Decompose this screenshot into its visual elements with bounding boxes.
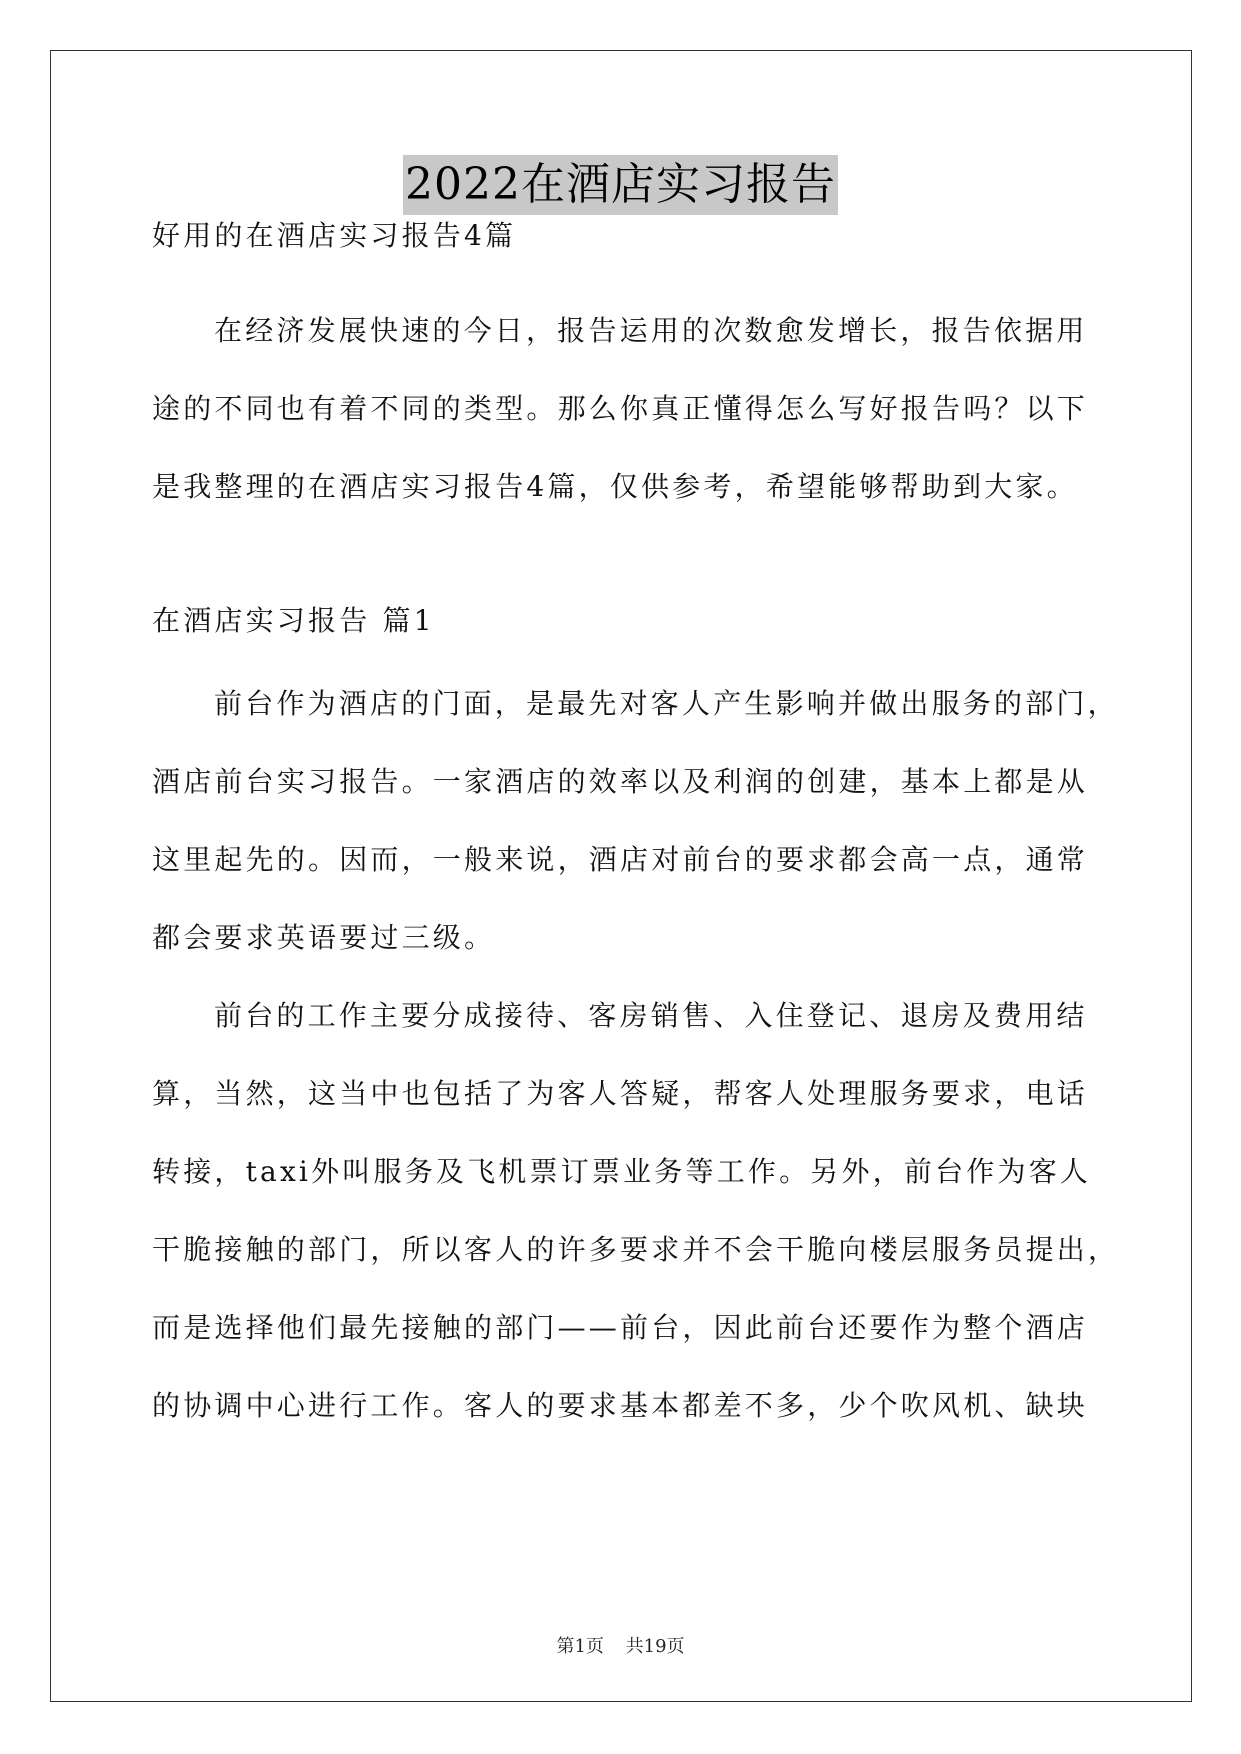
paragraph-line: 算，当然，这当中也包括了为客人答疑，帮客人处理服务要求，电话 <box>152 1077 1089 1110</box>
subtitle-block <box>152 197 1092 275</box>
paragraph-line: 干脆接触的部门，所以客人的许多要求并不会干脆向楼层服务员提出， <box>152 1233 1120 1266</box>
section1-paragraph-1 <box>152 665 1119 977</box>
page-number-total: 共19页 <box>625 1636 685 1657</box>
document-subtitle: 好用的在酒店实习报告4篇 <box>152 219 517 252</box>
paragraph-line: 是我整理的在酒店实习报告4篇，仅供参考，希望能够帮助到大家。 <box>152 470 1078 503</box>
paragraph-line: 在经济发展快速的今日，报告运用的次数愈发增长，报告依据用 <box>214 314 1088 347</box>
section1-paragraph-2 <box>152 977 1120 1445</box>
paragraph-line: 转接，taxi外叫服务及飞机票订票业务等工作。另外，前台作为客人 <box>152 1155 1092 1188</box>
paragraph-line: 都会要求英语要过三级。 <box>152 921 496 954</box>
paragraph-line: 酒店前台实习报告。一家酒店的效率以及利润的创建，基本上都是从 <box>152 765 1089 798</box>
paragraph-line: 而是选择他们最先接触的部门——前台，因此前台还要作为整个酒店 <box>152 1311 1089 1344</box>
paragraph-line: 的协调中心进行工作。客人的要求基本都差不多，少个吹风机、缺块 <box>152 1389 1089 1422</box>
paragraph-line: 这里起先的。因而，一般来说，酒店对前台的要求都会高一点，通常 <box>152 843 1089 876</box>
paragraph-line: 前台的工作主要分成接待、客房销售、入住登记、退房及费用结 <box>214 999 1088 1032</box>
section-heading: 在酒店实习报告 篇1 <box>152 604 435 637</box>
page-number-current: 第1页 <box>556 1636 604 1657</box>
paragraph-line: 前台作为酒店的门面，是最先对客人产生影响并做出服务的部门， <box>214 687 1119 720</box>
document-title: 2022在酒店实习报告 <box>403 155 838 215</box>
section-heading-block <box>152 582 1092 660</box>
intro-paragraph <box>152 292 1092 526</box>
page-footer <box>0 1632 1241 1658</box>
paragraph-line: 途的不同也有着不同的类型。那么你真正懂得怎么写好报告吗？以下 <box>152 392 1089 425</box>
